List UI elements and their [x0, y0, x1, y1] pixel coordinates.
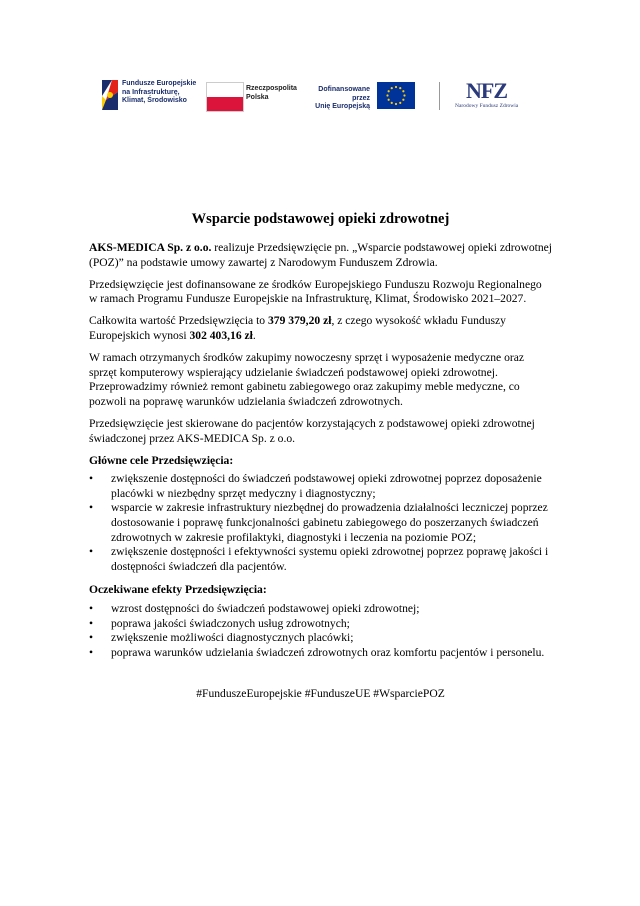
eu-star [399, 102, 401, 104]
eu-logo [305, 70, 425, 120]
rp-line-2: Polska [246, 93, 269, 101]
nfz-caption: Narodowy Fundusz Zdrowia [455, 103, 519, 109]
funding-paragraph: Przedsięwzięcie jest dofinansowane ze środków Europejskiego Funduszu Rozwoju Regionalnego w ramach Programu Fundusze Europejskie na Infrastrukturę, Klimat, Środowisko 2021–2027. [89, 277, 542, 306]
list-item: • zwiększenie dostępności i efektywności systemu opieki zdrowotnej poprzez poprawę jakości i dostępności świadczeń dla pacjentów. [89, 545, 552, 574]
list-item: • zwiększenie możliwości diagnostycznych placówki; [89, 631, 552, 646]
hashtags: #FunduszeEuropejskie #FunduszeUE #WsparciePOZ [196, 687, 445, 701]
intro-text: realizuje Przedsięwzięcie pn. „Wsparcie podstawowej opieki zdrowotnej (POZ)” na podstawie umowy zawartej z Narodowym Funduszem Zdrowia. [89, 241, 552, 269]
eu-star [402, 90, 404, 92]
eu-line-2: Unię Europejską [315, 103, 370, 110]
eu-star [391, 87, 393, 89]
value-text-1: Całkowita wartość Przedsięwzięcia to [89, 314, 268, 328]
fundusze-europejskie-text [122, 80, 202, 106]
value-text-2: , z czego wysokość wkładu Funduszy Europejskich wynosi [89, 314, 506, 342]
goals-list [89, 472, 552, 574]
list-item: • zwiększenie dostępności do świadczeń podstawowej opieki zdrowotnej poprzez doposażenie placówki w niezbędny sprzęt medyczny i diagnostyczny; [89, 472, 552, 501]
fe-line-1: Fundusze Europejskie [122, 80, 197, 87]
eu-flag-icon [377, 82, 415, 109]
document-body [89, 210, 552, 709]
eu-star [403, 94, 405, 96]
eu-contribution-value: 302 403,16 zł [189, 328, 253, 342]
document-title: Wsparcie podstawowej opieki zdrowotnej [191, 211, 450, 227]
eu-text [305, 86, 370, 112]
scope-paragraph: W ramach otrzymanych środków zakupimy nowoczesny sprzęt i wyposażenie medyczne oraz sprzęt komputerowy wspierający udzielanie świadczeń podstawowej opieki zdrowotnej. Przeprowadzimy również remont gabinetu zabiegowego oraz zakupimy meble medyczne, co pozwoli na poprawę warunków udzielania świadczeń zdrowotnych. [89, 351, 525, 408]
rzeczpospolita-logo [206, 70, 301, 120]
goals-heading: Główne cele Przedsięwzięcia: [89, 453, 234, 467]
value-paragraph [89, 314, 552, 343]
value-text-3: . [252, 328, 256, 342]
nfz-logo [452, 70, 532, 120]
eu-star [391, 102, 393, 104]
eu-star [402, 99, 404, 101]
eu-star [388, 90, 390, 92]
polish-flag-icon [206, 82, 244, 112]
effects-heading: Oczekiwane efekty Przedsięwzięcia: [89, 583, 267, 597]
rzeczpospolita-text [246, 85, 297, 102]
fe-line-2: na Infrastrukturę, [122, 88, 180, 96]
list-item: • poprawa warunków udzielania świadczeń zdrowotnych oraz komfortu pacjentów i personelu. [89, 646, 552, 661]
eu-star [395, 103, 397, 105]
effects-list [89, 602, 552, 660]
nfz-logo-icon: NFZ [466, 78, 507, 103]
list-item: • wzrost dostępności do świadczeń podstawowej opieki zdrowotnej; [89, 602, 552, 617]
logo-divider [439, 82, 440, 110]
intro-paragraph [89, 241, 552, 270]
logo-bar [100, 70, 540, 120]
company-name: AKS-MEDICA Sp. z o.o. [89, 241, 212, 254]
fundusze-europejskie-logo-icon [100, 78, 120, 112]
list-item: • poprawa jakości świadczonych usług zdrowotnych; [89, 617, 552, 632]
fe-line-3: Klimat, Środowisko [122, 97, 187, 104]
list-item: • wsparcie w zakresie infrastruktury niezbędnej do prowadzenia działalności leczniczej poprzez dostosowanie i poprawę funkcjonalności gabinetu zabiegowego do poszerzanych świadczeń zdrowotnych w zakresie profilaktyki, diagnostyki i leczenia na poziomie POZ; [89, 501, 552, 545]
eu-star [395, 86, 397, 88]
rp-line-1: Rzeczpospolita [246, 85, 297, 92]
eu-star [388, 99, 390, 101]
total-value: 379 379,20 zł [268, 314, 332, 328]
fundusze-europejskie-logo [100, 70, 200, 120]
eu-star [386, 94, 388, 96]
target-paragraph: Przedsięwzięcie jest skierowane do pacjentów korzystających z podstawowej opieki zdrowotnej świadczonej przez AKS-MEDICA Sp. z o.o. [89, 416, 535, 445]
eu-star [399, 87, 401, 89]
eu-line-1: Dofinansowane przez [318, 86, 370, 102]
